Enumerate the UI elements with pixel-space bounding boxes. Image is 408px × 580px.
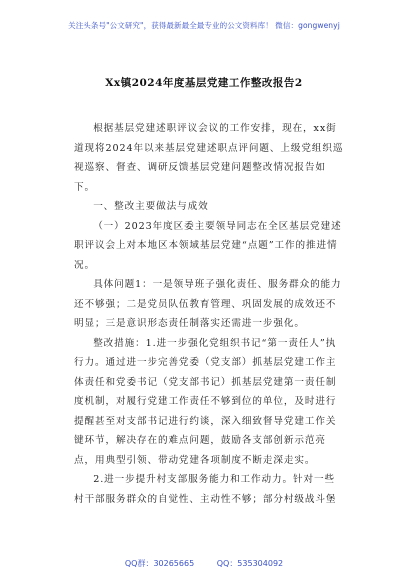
body-paragraph: （一）2023年度区委主要领导同志在全区基层党建述职评议会上对本地区本领域基层党建“点题”工作的推进情况。 xyxy=(74,220,342,271)
footer-qq: QQ：535304092 xyxy=(216,559,284,568)
body-paragraph: 具体问题1：一是领导班子强化责任、服务群众的能力还不够强；二是党员队伍教育管理、巩固发展的成效还不明显；三是意识形态责任制落实还需进一步强化。 xyxy=(74,279,342,329)
footer-qq-group: QQ群：30265665 xyxy=(124,559,195,568)
footer-contact xyxy=(0,558,408,569)
document-title: Xx镇2024年度基层党建工作整改报告2 xyxy=(105,77,303,89)
section-heading: 一、整改主要做法与成效 xyxy=(93,201,209,212)
body-paragraph: 2.进一步提升村支部服务能力和工作动力。针对一些村干部服务群众的自觉性、主动性不够；部分村级战斗堡 xyxy=(74,474,337,505)
document-body xyxy=(74,119,345,509)
top-banner: 关注头条号"公文研究"，获得最新最全最专业的公文资料库！ 微信：gongwenyj xyxy=(68,21,340,30)
body-paragraph: 根据基层党建述职评议会议的工作安排，现在，xx街道现将2024年以来基层党建述职点评问题、上级党组织巡视巡察、督查、调研反馈基层党建问题整改情况报告如下。 xyxy=(74,123,344,193)
body-paragraph: 整改措施：1.进一步强化党组织书记“第一责任人”执行力。通过进一步完善党委（党支部）抓基层党建工作主体责任和党委书记（党支部书记）抓基层党建第一责任制度机制，对履行党建工作责任不够到位的单位，及时进行提醒甚至对支部书记进行约谈，深入细致督导党建工作关键环节，解决存在的难点问题，鼓励各支部创新示范亮点，用典型引领、带动党建各项制度不断走深走实。 xyxy=(74,337,337,466)
